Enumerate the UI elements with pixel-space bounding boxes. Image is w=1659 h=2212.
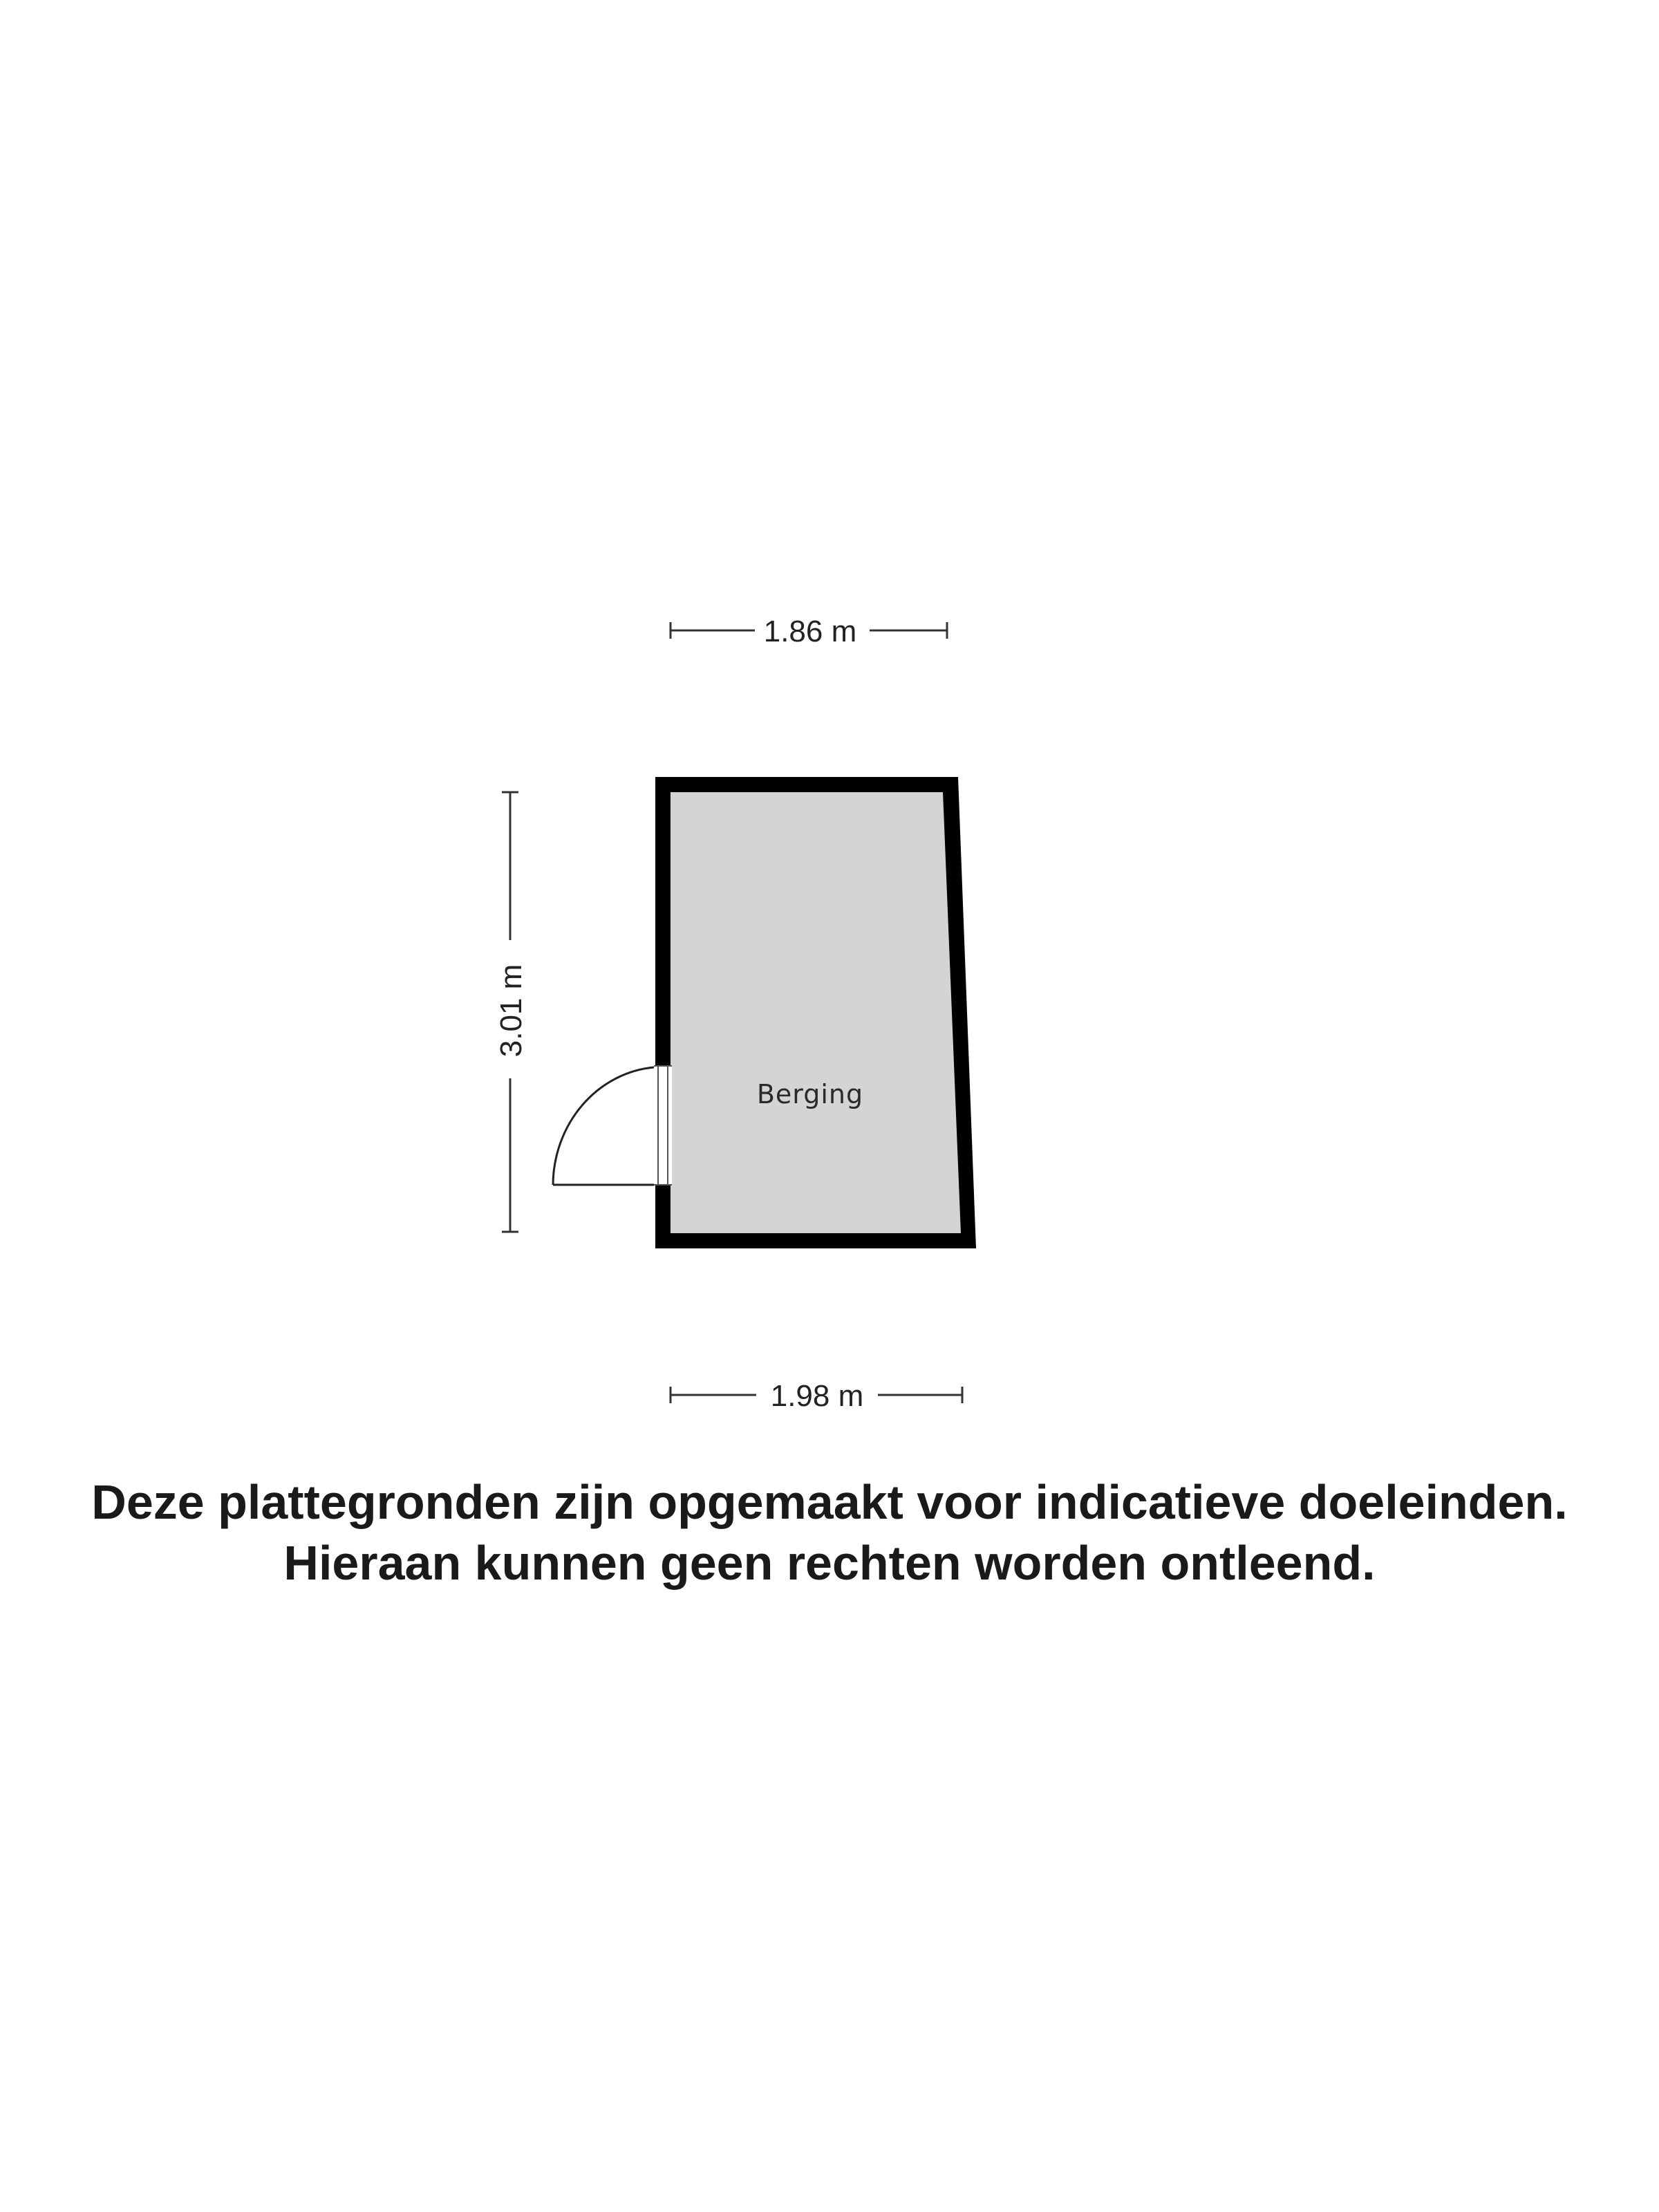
door-opening <box>654 1066 672 1185</box>
dimension-top <box>671 615 947 648</box>
dimension-left-label: 3.01 m <box>494 964 528 1058</box>
disclaimer-line-2: Hieraan kunnen geen rechten worden ontleend. <box>283 1536 1376 1590</box>
dimension-bottom <box>671 1379 962 1413</box>
door <box>553 1066 672 1185</box>
dimension-bottom-label: 1.98 m <box>770 1379 864 1413</box>
disclaimer-line-1: Deze plattegronden zijn opgemaakt voor indicatieve doeleinden. <box>91 1475 1568 1529</box>
dimension-top-label: 1.86 m <box>763 615 857 648</box>
room-floor <box>671 792 961 1233</box>
door-swing-arc <box>553 1067 654 1185</box>
dimension-left <box>494 792 528 1232</box>
room-berging <box>655 777 976 1248</box>
room-label: Berging <box>756 1079 864 1109</box>
